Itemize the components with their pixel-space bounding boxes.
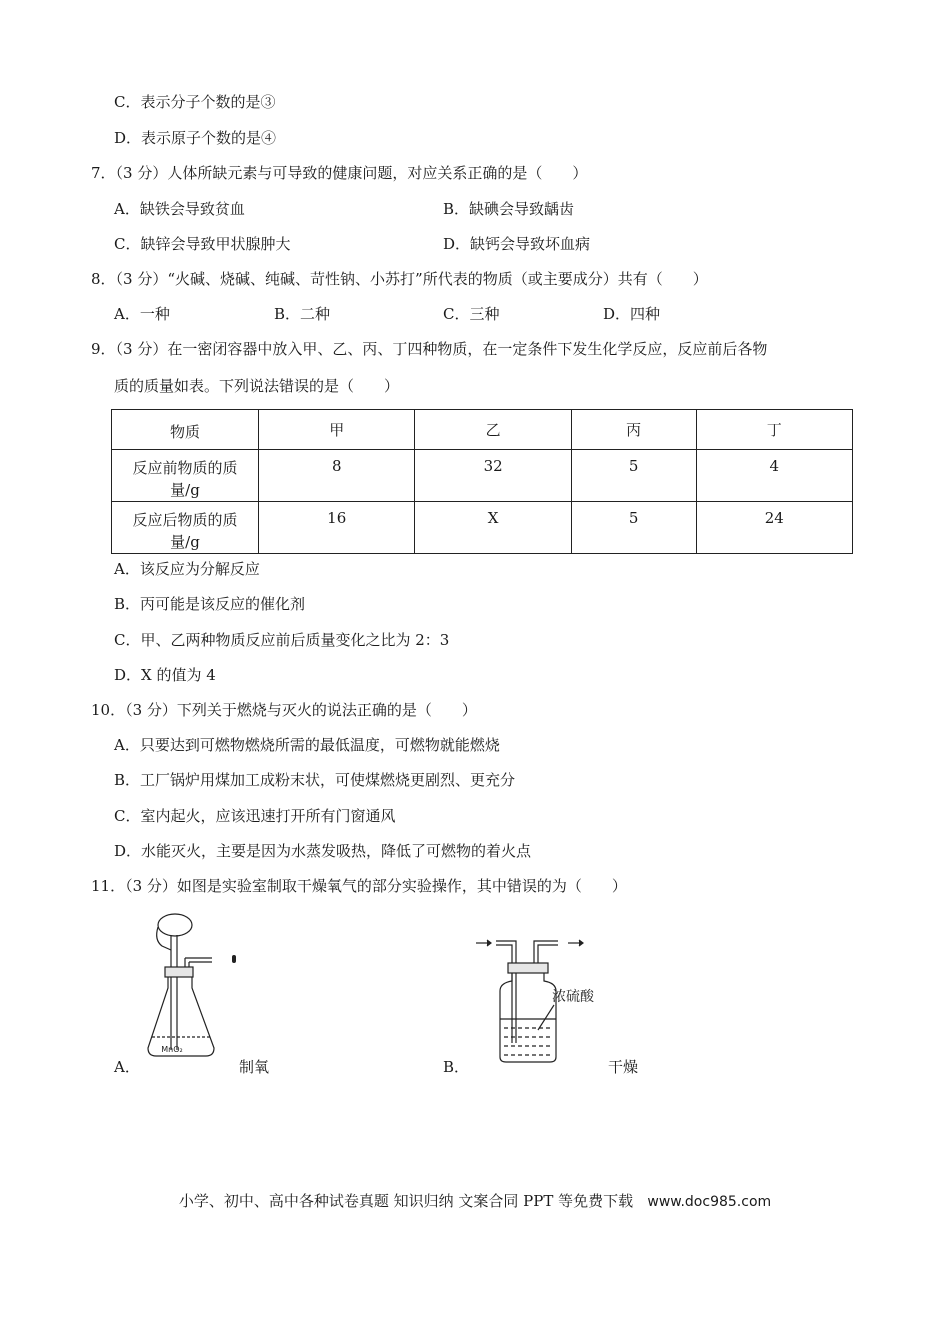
q9-stem-line2: 质的质量如表。下列说法错误的是（ ）: [114, 377, 400, 395]
bottle-reagent-label: 浓硫酸: [552, 989, 594, 1005]
q10-option-d: D．水能灭火，主要是因为水蒸发吸热，降低了可燃物的着火点: [114, 842, 532, 860]
page-footer: [0, 1190, 950, 1211]
q6-option-c: C．表示分子个数的是③: [114, 93, 276, 111]
q10-option-b: B．工厂锅炉用煤加工成粉末状，可使煤燃烧更剧烈、更充分: [114, 771, 516, 789]
q6-option-d: D．表示原子个数的是④: [114, 129, 277, 147]
row-label-line: 量/g: [170, 533, 200, 551]
row-label: [112, 502, 259, 554]
table-header-row: [112, 410, 853, 450]
table-row-after: [112, 502, 853, 554]
table-cell: 4: [696, 450, 852, 502]
table-cell: 32: [415, 450, 571, 502]
table-header-cell: 乙: [415, 410, 571, 450]
q10-option-c: C．室内起火，应该迅速打开所有门窗通风: [114, 807, 396, 825]
oxygen-generation-apparatus-figure: [140, 910, 250, 1065]
q7-stem: 7．（3 分）人体所缺元素与可导致的健康问题，对应关系正确的是（ ）: [91, 164, 588, 182]
table-cell: 16: [259, 502, 415, 554]
footer-text: 小学、初中、高中各种试卷真题 知识归纳 文案合同 PPT 等免费下载: [178, 1192, 634, 1210]
table-cell: 24: [696, 502, 852, 554]
q9-option-a: A．该反应为分解反应: [114, 560, 260, 578]
q8-stem: 8．（3 分）“火碱、烧碱、纯碱、苛性钠、小苏打”所代表的物质（或主要成分）共有（ ）: [91, 270, 708, 288]
table-header-cell: 物质: [112, 410, 259, 450]
table-cell: 8: [259, 450, 415, 502]
q8-option-d: D．四种: [603, 305, 661, 323]
q11-stem: 11．（3 分）如图是实验室制取干燥氧气的部分实验操作，其中错误的为（ ）: [91, 877, 627, 895]
table-cell: 5: [571, 502, 696, 554]
q9-option-c: C．甲、乙两种物质反应前后质量变化之比为 2：3: [114, 631, 450, 649]
q11-option-a-label: A．: [114, 1058, 140, 1076]
table-header-cell: 甲: [259, 410, 415, 450]
q8-option-b: B．二种: [274, 305, 331, 323]
footer-url[interactable]: www.doc985.com: [647, 1194, 772, 1210]
row-label-line: 量/g: [170, 481, 200, 499]
q11-option-b-caption: 干燥: [608, 1058, 639, 1076]
q7-option-b: B．缺碘会导致龋齿: [443, 200, 575, 218]
flask-reagent-label: MnO₂: [161, 1045, 183, 1054]
table-header-cell: 丙: [571, 410, 696, 450]
table-row-before: [112, 450, 853, 502]
q11-option-b-label: B．: [443, 1058, 470, 1076]
stray-mark: [232, 955, 236, 963]
row-label-line: 反应前物质的质: [132, 459, 238, 477]
table-cell: 5: [571, 450, 696, 502]
q7-option-d: D．缺钙会导致坏血病: [443, 235, 591, 253]
drying-bottle-figure: [468, 935, 608, 1065]
q10-stem: 10．（3 分）下列关于燃烧与灭火的说法正确的是（ ）: [91, 701, 477, 719]
q9-option-d: D．X 的值为 4: [114, 666, 216, 684]
q7-option-a: A．缺铁会导致贫血: [114, 200, 245, 218]
table-header-cell: 丁: [696, 410, 852, 450]
mass-table: [111, 409, 853, 554]
q9-stem-line1: 9．（3 分）在一密闭容器中放入甲、乙、丙、丁四种物质，在一定条件下发生化学反应，反应前后各物: [91, 340, 768, 358]
q8-option-a: A．一种: [114, 305, 170, 323]
row-label: [112, 450, 259, 502]
q10-option-a: A．只要达到可燃物燃烧所需的最低温度，可燃物就能燃烧: [114, 736, 500, 754]
q9-option-b: B．丙可能是该反应的催化剂: [114, 595, 306, 613]
q8-option-c: C．三种: [443, 305, 500, 323]
q7-option-c: C．缺锌会导致甲状腺肿大: [114, 235, 291, 253]
q11-option-a-caption: 制氧: [239, 1058, 270, 1076]
row-label-line: 反应后物质的质: [132, 511, 238, 529]
table-cell: X: [415, 502, 571, 554]
